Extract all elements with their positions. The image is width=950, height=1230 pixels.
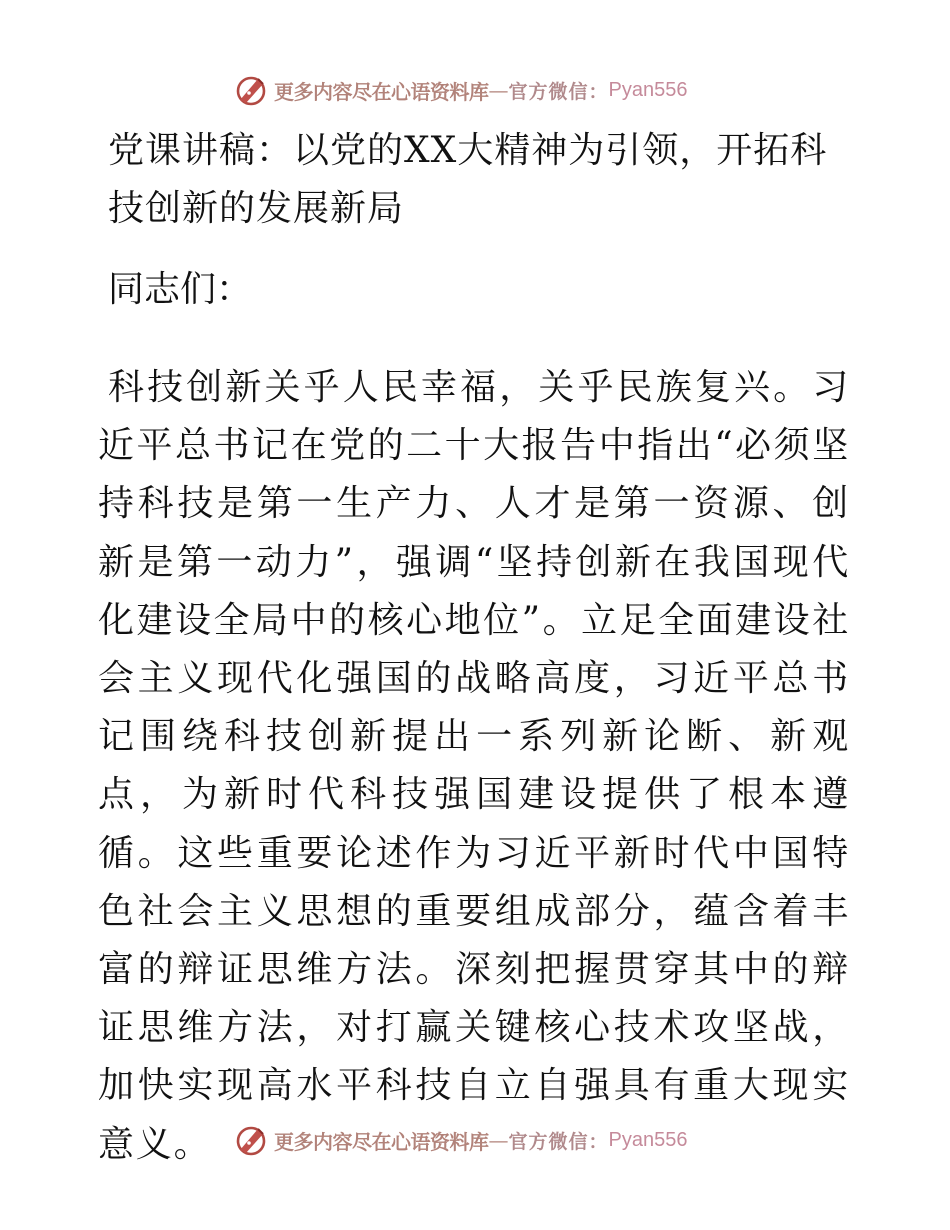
banner-separator: — (488, 1128, 509, 1152)
salutation: 同志们： (108, 269, 253, 310)
banner-brand-text: 更多内容尽在心语资料库 (274, 79, 489, 104)
banner-brand-text: 更多内容尽在心语资料库 (274, 1129, 489, 1154)
pen-nib-circle-logo-icon (232, 1120, 272, 1160)
pen-nib-circle-logo-icon (232, 70, 272, 110)
document-body (98, 122, 850, 1174)
header-banner (232, 70, 687, 110)
body-paragraph: 科技创新关乎人民幸福，关乎民族复兴。习近平总书记在党的二十大报告中指出“必须坚持科技是第一生产力、人才是第一资源、创新是第一动力”，强调“坚持创新在我国现代化建设全局中的核心地位”。立足全面建设社会主义现代化强国的战略高度，习近平总书记围绕科技创新提出一系列新论断、新观点，为新时代科技强国建设提供了根本遵循。这些重要论述作为习近平新时代中国特色社会主义思想的重要组成部分，蕴含着丰富的辩证思维方法。深刻把握贯穿其中的辩证思维方法，对打赢关键核心技术攻坚战，加快实现高水平科技自立自强具有重大现实意义。 (98, 367, 850, 1165)
banner-separator: — (488, 78, 509, 102)
banner-wechat-label: 官方微信： (508, 1130, 609, 1153)
footer-banner (232, 1120, 687, 1160)
banner-wechat-id: Pyan556 (608, 1128, 688, 1151)
banner-wechat-label: 官方微信： (508, 80, 609, 103)
document-title: 党课讲稿：以党的XX大精神为引领，开拓科技创新的发展新局 (108, 130, 828, 229)
banner-wechat-id: Pyan556 (608, 78, 688, 101)
